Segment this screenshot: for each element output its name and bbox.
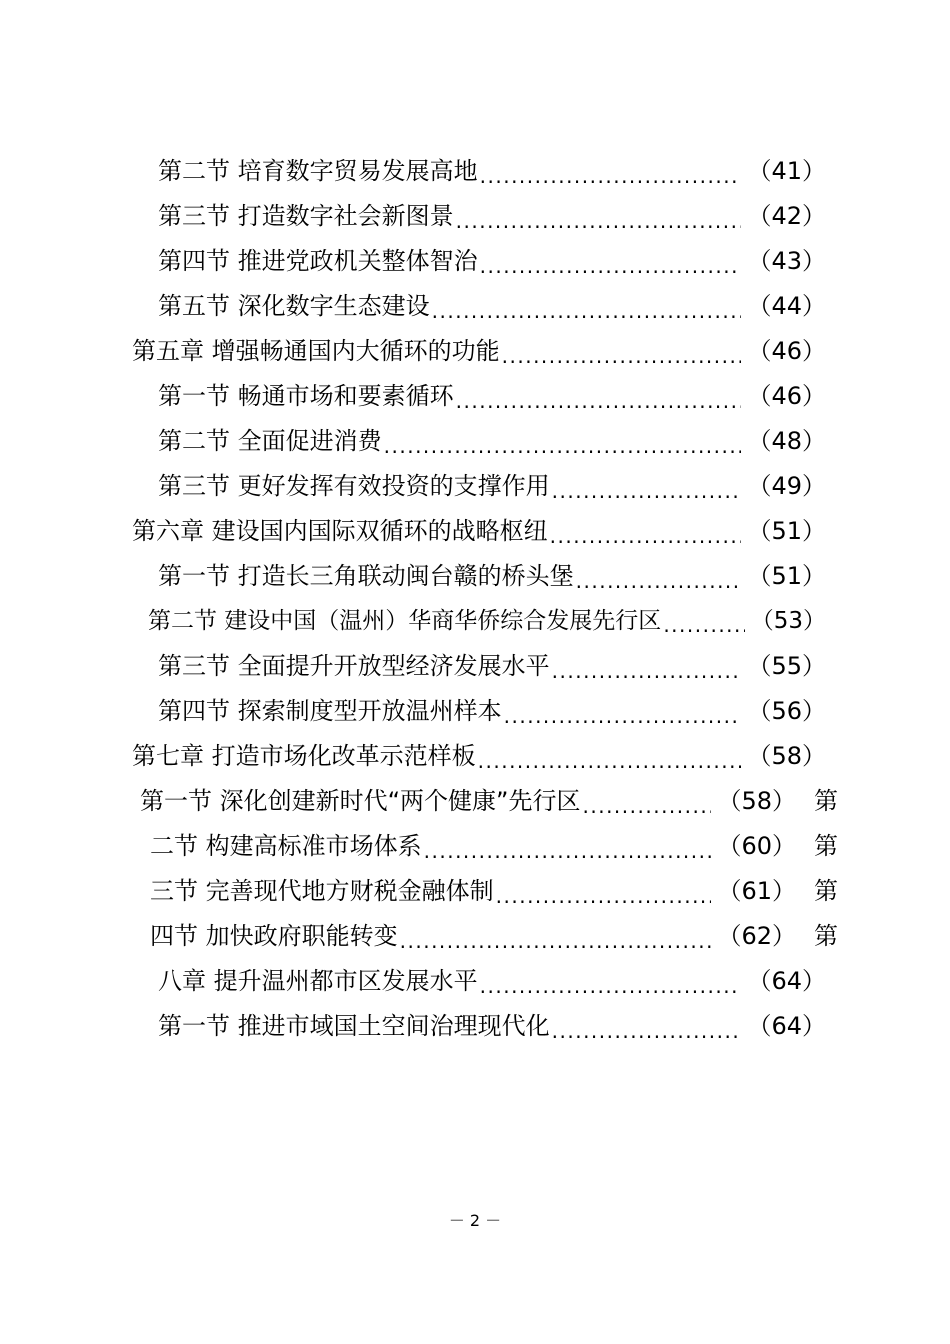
toc-title: 第三节 更好发挥有效投资的支撑作用 bbox=[158, 471, 550, 500]
dot-leader bbox=[550, 521, 742, 548]
dot-leader bbox=[583, 791, 712, 818]
toc-title: 第一节 推进市域国土空间治理现代化 bbox=[158, 1011, 550, 1040]
toc-page: （42） bbox=[747, 201, 826, 230]
toc-page: （64） bbox=[747, 966, 826, 995]
toc-title: 第二节 全面促进消费 bbox=[158, 426, 382, 455]
wrapped-prefix: 第 bbox=[814, 876, 838, 905]
toc-entry bbox=[158, 688, 826, 728]
toc-page: （51） bbox=[747, 561, 826, 590]
toc-title: 第二节 建设中国（温州）华商华侨综合发展先行区 bbox=[148, 607, 662, 634]
toc-page: （58） bbox=[717, 786, 796, 815]
toc-title: 第一节 畅通市场和要素循环 bbox=[158, 381, 454, 410]
toc-entry bbox=[158, 283, 826, 323]
toc-title: 第四节 推进党政机关整体智治 bbox=[158, 246, 478, 275]
toc-page: （64） bbox=[747, 1011, 826, 1040]
dot-leader bbox=[384, 431, 742, 458]
toc-entry bbox=[158, 553, 826, 593]
dot-leader bbox=[496, 881, 712, 908]
toc-entry bbox=[158, 463, 826, 503]
dot-leader bbox=[552, 476, 742, 503]
toc-entry bbox=[158, 373, 826, 413]
toc-entry bbox=[150, 868, 838, 908]
toc-entry bbox=[158, 238, 826, 278]
wrapped-prefix: 第 bbox=[814, 831, 838, 860]
toc-entry bbox=[150, 823, 838, 863]
toc-page: （62） bbox=[717, 921, 796, 950]
toc-entry bbox=[158, 418, 826, 458]
toc-title: 三节 完善现代地方财税金融体制 bbox=[150, 876, 494, 905]
toc-page: （46） bbox=[747, 381, 826, 410]
dot-leader bbox=[663, 612, 744, 638]
toc-title: 四节 加快政府职能转变 bbox=[150, 921, 398, 950]
toc-page: （48） bbox=[747, 426, 826, 455]
toc-title: 第一节 打造长三角联动闽台赣的桥头堡 bbox=[158, 561, 574, 590]
toc-entry bbox=[140, 778, 838, 818]
dot-leader bbox=[424, 836, 712, 863]
dot-leader bbox=[456, 206, 742, 233]
toc-chapter-entry bbox=[158, 958, 826, 998]
dot-leader bbox=[480, 161, 742, 188]
dot-leader bbox=[504, 701, 742, 728]
toc-page: （60） bbox=[717, 831, 796, 860]
dot-leader bbox=[576, 566, 742, 593]
toc-entry bbox=[158, 193, 826, 233]
toc-title: 第七章 打造市场化改革示范样板 bbox=[132, 741, 476, 770]
toc-chapter-entry bbox=[132, 508, 826, 548]
toc-title: 二节 构建高标准市场体系 bbox=[150, 831, 422, 860]
wrapped-prefix: 第 bbox=[814, 921, 838, 950]
toc-page: （61） bbox=[717, 876, 796, 905]
toc-page: （43） bbox=[747, 246, 826, 275]
toc-entry bbox=[150, 913, 838, 953]
toc-title: 第三节 打造数字社会新图景 bbox=[158, 201, 454, 230]
toc-page: （56） bbox=[747, 696, 826, 725]
dot-leader bbox=[480, 971, 742, 998]
toc-page: （51） bbox=[747, 516, 826, 545]
dot-leader bbox=[552, 656, 742, 683]
wrapped-prefix: 第 bbox=[814, 786, 838, 815]
dot-leader bbox=[456, 386, 742, 413]
dot-leader bbox=[432, 296, 742, 323]
toc-page: （41） bbox=[747, 156, 826, 185]
toc-title: 第二节 培育数字贸易发展高地 bbox=[158, 156, 478, 185]
dot-leader bbox=[552, 1016, 742, 1043]
toc-entry bbox=[158, 1003, 826, 1043]
dot-leader bbox=[480, 251, 742, 278]
toc-title: 八章 提升温州都市区发展水平 bbox=[158, 966, 478, 995]
page-number: － 2 － bbox=[448, 1211, 502, 1230]
dot-leader bbox=[400, 926, 712, 953]
toc-page: （46） bbox=[747, 336, 826, 365]
toc-title: 第六章 建设国内国际双循环的战略枢纽 bbox=[132, 516, 548, 545]
toc-chapter-entry bbox=[132, 328, 826, 368]
dot-leader bbox=[478, 746, 742, 773]
toc-title: 第五节 深化数字生态建设 bbox=[158, 291, 430, 320]
dot-leader bbox=[502, 341, 742, 368]
toc-entry bbox=[158, 148, 826, 188]
toc-title: 第五章 增强畅通国内大循环的功能 bbox=[132, 336, 500, 365]
toc-chapter-entry bbox=[132, 733, 826, 773]
toc-title: 第四节 探索制度型开放温州样本 bbox=[158, 696, 502, 725]
toc-title: 第三节 全面提升开放型经济发展水平 bbox=[158, 651, 550, 680]
toc-title: 第一节 深化创建新时代“两个健康”先行区 bbox=[140, 786, 581, 815]
toc-page: （49） bbox=[747, 471, 826, 500]
toc-entry bbox=[148, 598, 826, 638]
toc-page: （44） bbox=[747, 291, 826, 320]
toc-entry bbox=[158, 643, 826, 683]
toc-page: （58） bbox=[747, 741, 826, 770]
toc-page: （55） bbox=[747, 651, 826, 680]
toc-page: （53） bbox=[750, 607, 826, 634]
